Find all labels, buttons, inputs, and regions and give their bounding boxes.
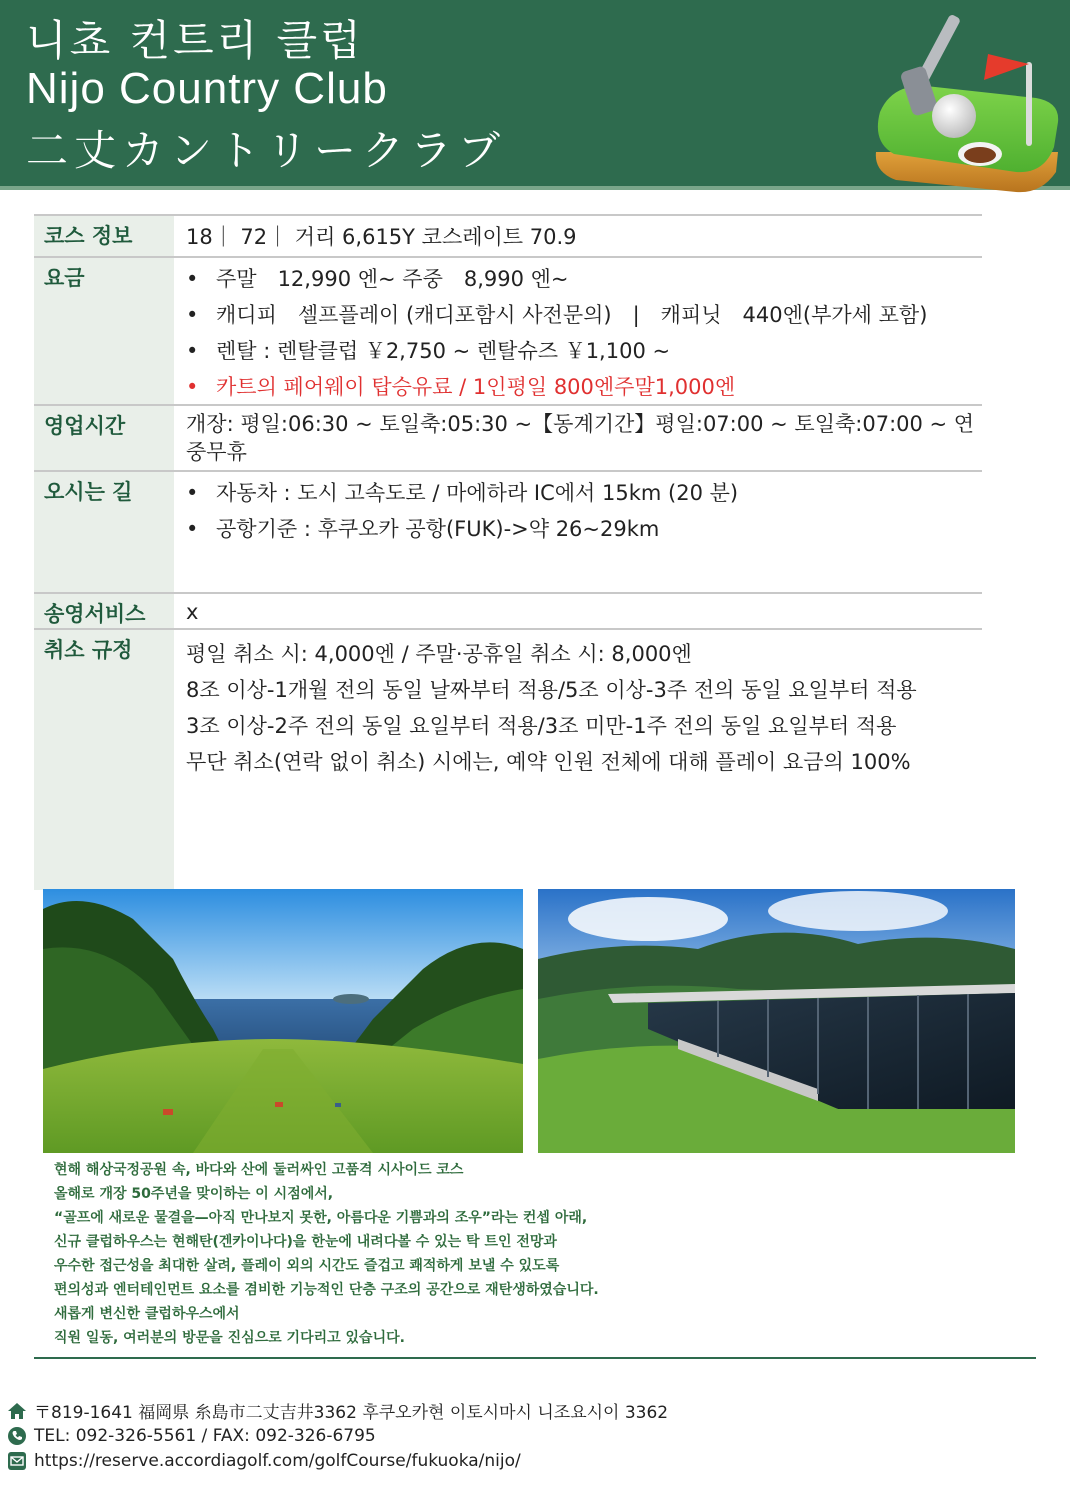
access-item-car: • 자동차 : 도시 고속도로 / 마에하라 IC에서 15km (20 분) — [186, 476, 982, 512]
shuttle-label: 송영서비스 — [34, 594, 174, 628]
club-description — [54, 1158, 754, 1350]
description-line: 올해로 개장 50주년을 맞이하는 이 시점에서, — [54, 1186, 334, 1202]
fairway-ocean-photo — [43, 889, 523, 1153]
description-line: “골프에 새로운 물결을—아직 만나보지 못한, 아름다운 기쁨과의 조우”라는 컨셉 아래, — [54, 1210, 588, 1226]
course-info-value: 18｜ 72｜ 거리 6,615Y 코스레이트 70.9 — [186, 225, 577, 249]
description-line: 현해 해상국정공원 속, 바다와 산에 둘러싸인 고품격 시사이드 코스 — [54, 1162, 464, 1178]
access-list — [186, 476, 982, 548]
course-info-label: 코스 정보 — [34, 216, 174, 256]
cancel-line: 8조 이상-1개월 전의 동일 날짜부터 적용/5조 이상-3주 전의 동일 요일부터 적용 — [186, 678, 917, 702]
fee-item-caddie: • 캐디피 셀프플레이 (캐디포함시 사전문의) | 캐피닛 440엔(부가세 포함) — [186, 298, 982, 334]
cancel-line: 평일 취소 시: 4,000엔 / 주말·공휴일 취소 시: 8,000엔 — [186, 642, 692, 666]
address-item — [6, 1398, 668, 1423]
home-icon — [6, 1400, 28, 1422]
shuttle-row — [34, 592, 982, 628]
cancel-line: 무단 취소(연락 없이 취소) 시에는, 예약 인원 전체에 대해 플레이 요금의 100% — [186, 750, 911, 774]
email-icon — [6, 1450, 28, 1472]
fee-item-rental: • 렌탈 : 렌탈클럽 ￥2,750 ~ 렌탈슈즈 ￥1,100 ~ — [186, 334, 982, 370]
fee-item-cart: • 카트의 페어웨이 탑승유료 / 1인평일 800엔주말1,000엔 — [186, 370, 982, 406]
info-table — [34, 214, 982, 890]
fee-item-price: • 주말 12,990 엔~ 주중 8,990 엔~ — [186, 262, 982, 298]
description-line: 신규 클럽하우스는 현해탄(겐카이나다)을 한눈에 내려다볼 수 있는 탁 트인 전망과 — [54, 1234, 557, 1250]
hours-label: 영업시간 — [34, 406, 174, 470]
description-line: 우수한 접근성을 최대한 살려, 플레이 외의 시간도 즐겁고 쾌적하게 보낼 수 있도록 — [54, 1258, 560, 1274]
cancel-label: 취소 규정 — [34, 630, 174, 890]
access-row — [34, 470, 982, 592]
address-text: 〒819-1641 福岡県 糸島市二丈吉井3362 후쿠오카현 이토시마시 니조요시이 3362 — [34, 1403, 669, 1423]
club-name-english: Nijo Country Club — [26, 64, 388, 113]
phone-item — [6, 1423, 668, 1448]
access-label: 오시는 길 — [34, 472, 174, 592]
shuttle-value: x — [186, 600, 199, 624]
hours-row — [34, 404, 982, 470]
phone-text: TEL: 092-326-5561 / FAX: 092-326-6795 — [34, 1425, 376, 1446]
course-info-row — [34, 214, 982, 256]
footer-divider — [34, 1357, 1036, 1359]
website-link[interactable]: https://reserve.accordiagolf.com/golfCourse/fukuoka/nijo/ — [34, 1450, 521, 1471]
club-name-korean: 니쵸 컨트리 클럽 — [26, 16, 364, 65]
hours-value: 개장: 평일:06:30 ~ 토일축:05:30 ~【동계기간】평일:07:00 ~ 토일축:07:00 ~ 연중무휴 — [186, 412, 975, 464]
contact-footer — [6, 1398, 668, 1473]
club-name-japanese: 二丈カントリークラブ — [26, 126, 507, 175]
phone-icon — [6, 1425, 28, 1447]
golf-course-icon — [866, 2, 1062, 202]
cancel-line: 3조 이상-2주 전의 동일 요일부터 적용/3조 미만-1주 전의 동일 요일부터 적용 — [186, 714, 897, 738]
url-item[interactable] — [6, 1448, 668, 1473]
access-item-airport: • 공항기준 : 후쿠오카 공항(FUK)->약 26~29km — [186, 512, 982, 548]
description-line: 새롭게 변신한 클럽하우스에서 — [54, 1306, 240, 1322]
description-line: 편의성과 엔터테인먼트 요소를 겸비한 기능적인 단층 구조의 공간으로 재탄생하였습니다. — [54, 1282, 599, 1298]
clubhouse-photo — [538, 889, 1015, 1153]
cancel-row — [34, 628, 982, 890]
fee-label: 요금 — [34, 258, 174, 404]
description-line: 직원 일동, 여러분의 방문을 진심으로 기다리고 있습니다. — [54, 1330, 405, 1346]
fee-row — [34, 256, 982, 404]
fee-list — [186, 262, 982, 406]
